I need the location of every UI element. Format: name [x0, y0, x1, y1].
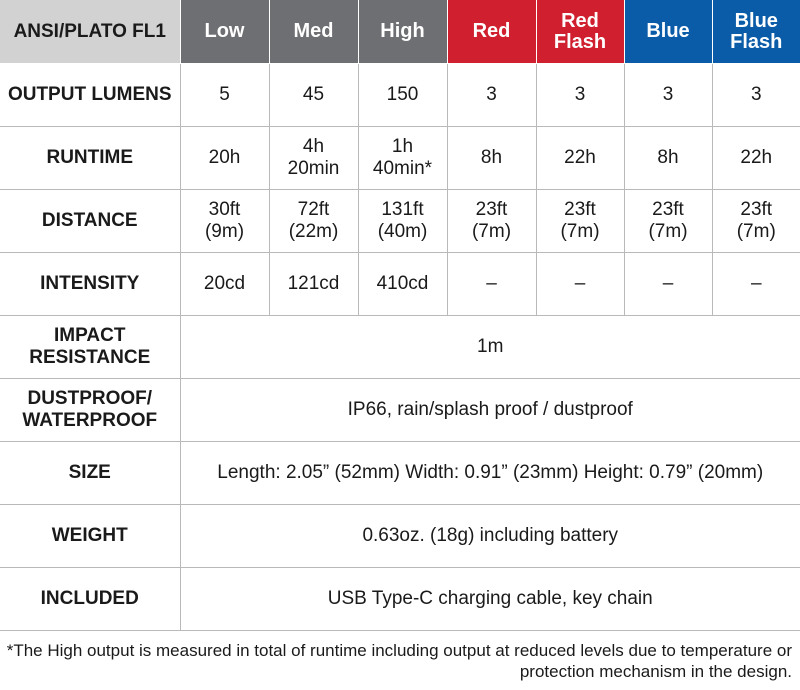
cell-value: 3 — [712, 64, 800, 127]
cell-value: – — [536, 253, 624, 316]
row-label: DISTANCE — [0, 190, 180, 253]
row-label: RUNTIME — [0, 127, 180, 190]
row-label: INCLUDED — [0, 568, 180, 631]
cell-value: 121cd — [269, 253, 358, 316]
footnote-line: *The High output is measured in total of runtime including output at reduced levels due to temperature or — [6, 641, 792, 660]
row-included — [0, 568, 800, 631]
row-runtime — [0, 127, 800, 190]
cell-value: 23ft (7m) — [712, 190, 800, 253]
cell-value: 3 — [624, 64, 712, 127]
row-label: INTENSITY — [0, 253, 180, 316]
header-mode-red: Red — [447, 0, 536, 64]
row-weight — [0, 505, 800, 568]
row-label: SIZE — [0, 442, 180, 505]
header-mode-blue: Blue — [624, 0, 712, 64]
header-corner-label: ANSI/PLATO FL1 — [0, 0, 180, 64]
footnote — [0, 640, 792, 682]
row-impact-resistance — [0, 316, 800, 379]
cell-value: 30ft (9m) — [180, 190, 269, 253]
cell-value: 22h — [536, 127, 624, 190]
cell-value: 5 — [180, 64, 269, 127]
cell-value: 72ft (22m) — [269, 190, 358, 253]
header-mode-high: High — [358, 0, 447, 64]
cell-value: 3 — [536, 64, 624, 127]
row-label: DUSTPROOF/ WATERPROOF — [0, 379, 180, 442]
cell-value: IP66, rain/splash proof / dustproof — [180, 379, 800, 442]
row-intensity — [0, 253, 800, 316]
cell-value: 22h — [712, 127, 800, 190]
cell-value: Length: 2.05” (52mm) Width: 0.91” (23mm) Height: 0.79” (20mm) — [180, 442, 800, 505]
row-output-lumens — [0, 64, 800, 127]
cell-value: 23ft (7m) — [536, 190, 624, 253]
cell-value: 23ft (7m) — [624, 190, 712, 253]
header-row — [0, 0, 800, 64]
cell-value: 150 — [358, 64, 447, 127]
cell-value: – — [447, 253, 536, 316]
row-dustproof-waterproof — [0, 379, 800, 442]
cell-value: 8h — [624, 127, 712, 190]
cell-value: 20cd — [180, 253, 269, 316]
cell-value: 3 — [447, 64, 536, 127]
cell-value: 0.63oz. (18g) including battery — [180, 505, 800, 568]
row-label: WEIGHT — [0, 505, 180, 568]
cell-value: 8h — [447, 127, 536, 190]
cell-value: 410cd — [358, 253, 447, 316]
cell-value: 4h 20min — [269, 127, 358, 190]
header-mode-red-flash: Red Flash — [536, 0, 624, 64]
header-mode-blue-flash: Blue Flash — [712, 0, 800, 64]
cell-value: 45 — [269, 64, 358, 127]
footnote-line: protection mechanism in the design. — [519, 662, 792, 681]
row-label: IMPACT RESISTANCE — [0, 316, 180, 379]
cell-value: 131ft (40m) — [358, 190, 447, 253]
cell-value: 1m — [180, 316, 800, 379]
cell-value: 20h — [180, 127, 269, 190]
cell-value: USB Type-C charging cable, key chain — [180, 568, 800, 631]
row-size — [0, 442, 800, 505]
cell-value: 23ft (7m) — [447, 190, 536, 253]
row-label: OUTPUT LUMENS — [0, 64, 180, 127]
header-mode-med: Med — [269, 0, 358, 64]
cell-value: – — [624, 253, 712, 316]
header-mode-low: Low — [180, 0, 269, 64]
cell-value: – — [712, 253, 800, 316]
row-distance — [0, 190, 800, 253]
cell-value: 1h 40min* — [358, 127, 447, 190]
